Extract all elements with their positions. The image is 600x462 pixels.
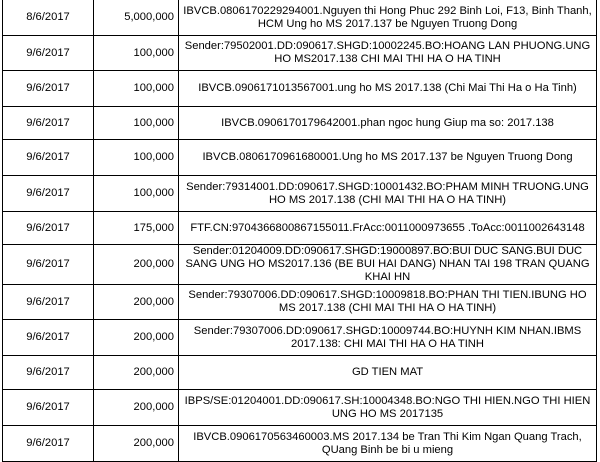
date-cell: 9/6/2017 — [3, 71, 94, 107]
amount-cell: 100,000 — [94, 176, 179, 212]
date-cell: 9/6/2017 — [3, 245, 94, 285]
table-row — [3, 71, 597, 107]
amount-cell: 200,000 — [94, 426, 179, 462]
description-cell: Sender:79307006.DD:090617.SHGD:10009818.BO:PHAN THI TIEN.IBUNG HO MS 2017.138 (CHI MAI THI HA O HA TINH) — [179, 285, 597, 320]
amount-cell: 200,000 — [94, 320, 179, 356]
amount-cell: 100,000 — [94, 36, 179, 71]
table-row — [3, 212, 597, 245]
table-row — [3, 356, 597, 390]
description-cell: IBVCB.0806170961680001.Ung ho MS 2017.137 be Nguyen Truong Dong — [179, 140, 597, 176]
description-cell: FTF.CN:9704366800867155011.FrAcc:0011000973655 .ToAcc:0011002643148 — [179, 212, 597, 245]
table-row — [3, 245, 597, 285]
description-cell: Sender:01204009.DD:090617.SHGD:19000897.BO:BUI DUC SANG.BUI DUC SANG UNG HO MS2017.136 (BE BUI HAI DANG) NHAN TAI 198 TRAN QUANG KHAI HN — [179, 245, 597, 285]
date-cell: 9/6/2017 — [3, 212, 94, 245]
description-cell: IBVCB.0906170179642001.phan ngoc hung Giup ma so: 2017.138 — [179, 107, 597, 140]
table-row — [3, 36, 597, 71]
amount-cell: 200,000 — [94, 245, 179, 285]
description-cell: IBVCB.0806170229294001.Nguyen thi Hong Phuc 292 Binh Loi, F13, Binh Thanh, HCM Ung ho MS 2017.137 be Nguyen Truong Dong — [179, 0, 597, 36]
amount-cell: 200,000 — [94, 390, 179, 426]
description-cell: GD TIEN MAT — [179, 356, 597, 390]
description-cell: IBVCB.0906171013567001.ung ho MS 2017.138 (Chi Mai Thi Ha o Ha Tinh) — [179, 71, 597, 107]
date-cell: 9/6/2017 — [3, 320, 94, 356]
table-row — [3, 426, 597, 462]
date-cell: 9/6/2017 — [3, 356, 94, 390]
date-cell: 9/6/2017 — [3, 285, 94, 320]
description-cell: Sender:79502001.DD:090617.SHGD:10002245.BO:HOANG LAN PHUONG.UNG HO MS2017.138 CHI MAI THI HA O HA TINH — [179, 36, 597, 71]
amount-cell: 200,000 — [94, 356, 179, 390]
date-cell: 9/6/2017 — [3, 107, 94, 140]
amount-cell: 100,000 — [94, 140, 179, 176]
table-row — [3, 0, 597, 36]
amount-cell: 175,000 — [94, 212, 179, 245]
amount-cell: 100,000 — [94, 71, 179, 107]
description-cell: IBPS/SE:01204001.DD:090617.SH:10004348.BO:NGO THI HIEN.NGO THI HIEN UNG HO MS 2017135 — [179, 390, 597, 426]
description-cell: IBVCB.0906170563460003.MS 2017.134 be Tran Thi Kim Ngan Quang Trach, QUang Binh be bi u mieng — [179, 426, 597, 462]
table-row — [3, 390, 597, 426]
date-cell: 9/6/2017 — [3, 140, 94, 176]
date-cell: 9/6/2017 — [3, 426, 94, 462]
table-row — [3, 140, 597, 176]
date-cell: 9/6/2017 — [3, 390, 94, 426]
amount-cell: 5,000,000 — [94, 0, 179, 36]
date-cell: 9/6/2017 — [3, 36, 94, 71]
amount-cell: 100,000 — [94, 107, 179, 140]
amount-cell: 200,000 — [94, 285, 179, 320]
transaction-table — [2, 0, 597, 462]
date-cell: 9/6/2017 — [3, 176, 94, 212]
table-row — [3, 176, 597, 212]
description-cell: Sender:79314001.DD:090617.SHGD:10001432.BO:PHAM MINH TRUONG.UNG HO MS 2017.138 (CHI MAI THI HA O HA TINH) — [179, 176, 597, 212]
table-row — [3, 320, 597, 356]
transaction-table-body — [3, 0, 597, 462]
table-row — [3, 285, 597, 320]
date-cell: 8/6/2017 — [3, 0, 94, 36]
description-cell: Sender:79307006.DD:090617.SHGD:10009744.BO:HUYNH KIM NHAN.IBMS 2017.138: CHI MAI THI HA O HA TINH — [179, 320, 597, 356]
table-row — [3, 107, 597, 140]
